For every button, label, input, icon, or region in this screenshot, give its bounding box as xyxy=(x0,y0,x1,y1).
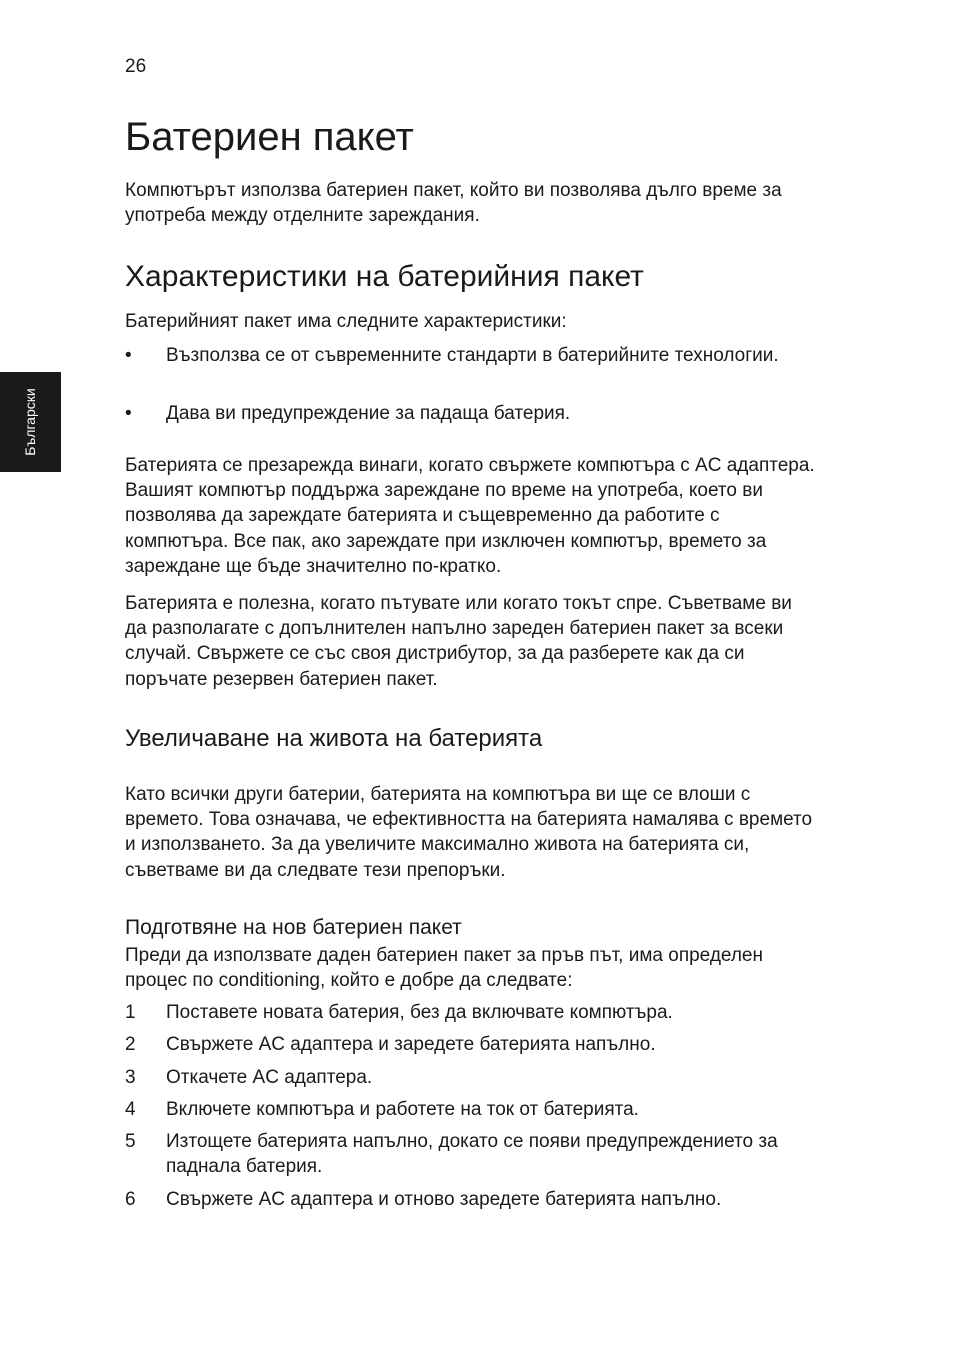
bullet-icon: • xyxy=(125,345,132,366)
travel-paragraph: Батерията е полезна, когато пътувате или когато токът спре. Съветваме ви да разполагате с допълнителен напълно зареден батериен пакет за всеки случай. Свържете се със своя дистрибутор, за да разберете как да си поръчате резервен батериен пакет. xyxy=(125,593,792,690)
list-item-text: Възползва се от съвременните стандарти в батерийните технологии. xyxy=(166,345,779,366)
step-number: 4 xyxy=(125,1099,136,1120)
step-text: Свържете AC адаптера и заредете батерията напълно. xyxy=(166,1034,656,1055)
step-text: Включете компютъра и работете на ток от батерията. xyxy=(166,1099,639,1120)
language-tab-label: Български xyxy=(22,388,38,456)
step-number: 6 xyxy=(125,1189,136,1210)
step-number: 5 xyxy=(125,1131,136,1152)
page-number: 26 xyxy=(125,56,147,77)
intro-paragraph: Компютърът използва батериен пакет, който ви позволява дълго време за употреба между отделните зареждания. xyxy=(125,180,782,227)
language-tab xyxy=(0,372,61,472)
features-lead: Батерийният пакет има следните характеристики: xyxy=(125,311,567,332)
step-text: Поставете новата батерия, без да включвате компютъра. xyxy=(166,1002,673,1023)
step-text: Свържете AC адаптера и отново заредете батерията напълно. xyxy=(166,1189,722,1210)
features-heading: Характеристики на батерийния пакет xyxy=(125,260,644,293)
step-number: 3 xyxy=(125,1067,136,1088)
list-item-text: Дава ви предупреждение за падаща батерия. xyxy=(166,403,571,424)
lifetime-paragraph: Като всички други батерии, батерията на компютъра ви ще се влоши с времето. Това означава, че ефективността на батерията намалява с времето и използването. За да увеличите максимално живота на батерията си, съветваме ви да следвате тези препоръки. xyxy=(125,784,813,881)
lifetime-heading: Увеличаване на живота на батерията xyxy=(125,725,543,752)
step-number: 1 xyxy=(125,1002,136,1023)
step-text: Откачете AC адаптера. xyxy=(166,1067,373,1088)
page-title: Батериен пакет xyxy=(125,115,414,159)
bullet-icon: • xyxy=(125,403,132,424)
charging-paragraph: Батерията се презарежда винаги, когато свържете компютъра с AC адаптера. Вашият компютър поддържа зареждане по време на употреба, което ви позволява да зареждате батерията и същевременно да работите с компютъра. Все пак, ако зареждате при изключен компютър, времето за зареждане ще бъде значително по-кратко. xyxy=(125,455,815,577)
conditioning-lead: Преди да използвате даден батериен пакет за пръв път, има определен процес по conditioning, който е добре да следвате: xyxy=(125,945,763,992)
step-number: 2 xyxy=(125,1034,136,1055)
step-text: Изтощете батерията напълно, докато се появи предупреждението за паднала батерия. xyxy=(166,1131,778,1178)
conditioning-heading: Подготвяне на нов батериен пакет xyxy=(125,916,462,939)
